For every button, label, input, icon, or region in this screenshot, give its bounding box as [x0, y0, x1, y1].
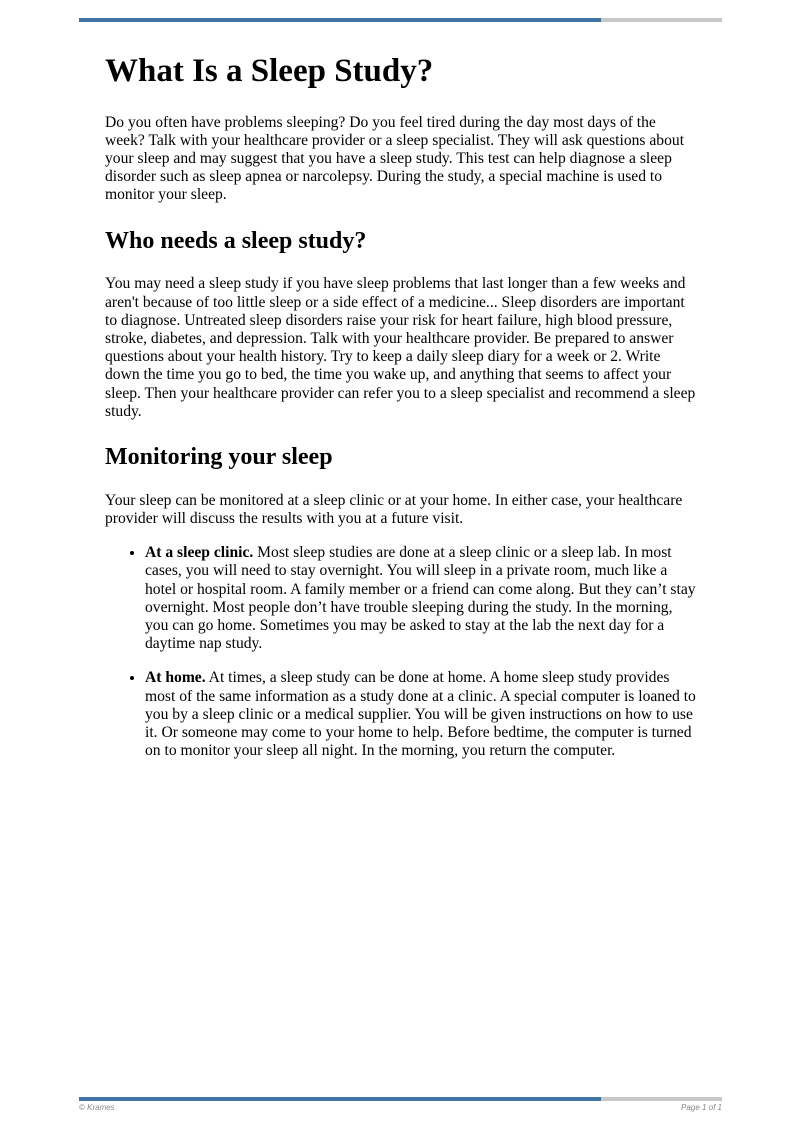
page-footer [79, 1103, 722, 1112]
list-item-lead: At home. [145, 669, 206, 687]
intro-paragraph: Do you often have problems sleeping? Do you feel tired during the day most days of the week? Talk with your healthcare provider or a sleep specialist. They will ask questions about your sleep and may suggest that you have a sleep study. This test can help diagnose a sleep disorder such as sleep apnea or narcolepsy. During the study, a special machine is used to monitor your sleep. [105, 113, 685, 204]
bottom-divider-accent [79, 1097, 601, 1101]
page-title: What Is a Sleep Study? [105, 53, 434, 89]
list-item-text: Most sleep studies are done at a sleep clinic or a sleep lab. In most cases, you will need to stay overnight. You will sleep in a private room, much like a hotel or hospital room. A family member or a friend can come along. But they can’t stay overnight. Most people don’t have trouble sleeping during the study. In the morning, you can go home. Sometimes you may be asked to stay at the lab the next day for a daytime nap study. [145, 544, 696, 653]
list-item-lead: At a sleep clinic. [145, 544, 254, 562]
section-body-monitoring: Your sleep can be monitored at a sleep clinic or at your home. In either case, your healthcare provider will discuss the results with you at a future visit. [105, 491, 683, 528]
top-divider-gray [601, 18, 722, 22]
top-divider [79, 18, 722, 22]
bottom-divider [79, 1097, 722, 1101]
list-item-text: At times, a sleep study can be done at home. A home sleep study provides most of the same information as a study done at a clinic. A special computer is loaned to you by a sleep clinic or a medical supplier. You will be given instructions on how to use it. Or someone may come to your home to help. Before bedtime, the computer is turned on to monitor your sleep all night. In the morning, you return the computer. [145, 669, 696, 760]
section-heading-monitoring: Monitoring your sleep [105, 444, 333, 471]
monitoring-options-list [105, 544, 697, 760]
list-item-at-home [145, 669, 697, 760]
section-heading-who-needs: Who needs a sleep study? [105, 227, 367, 254]
document-body [105, 52, 697, 776]
page-number: Page 1 of 1 [681, 1103, 722, 1112]
bottom-divider-gray [601, 1097, 722, 1101]
top-divider-accent [79, 18, 601, 22]
copyright-text: © Krames [79, 1103, 115, 1112]
list-item-sleep-clinic [145, 544, 697, 653]
section-body-who-needs: You may need a sleep study if you have sleep problems that last longer than a few weeks and aren't because of too little sleep or a side effect of a medicine... Sleep disorders are important to diagnose. Untreated sleep disorders raise your risk for heart failure, high blood pressure, stroke, diabetes, and depression. Talk with your healthcare provider. Be prepared to answer questions about your health history. Try to keep a daily sleep diary for a week or 2. Write down the time you go to bed, the time you wake up, and anything that seems to affect your sleep. Then your healthcare provider can refer you to a sleep specialist and recommend a sleep study. [105, 275, 696, 420]
